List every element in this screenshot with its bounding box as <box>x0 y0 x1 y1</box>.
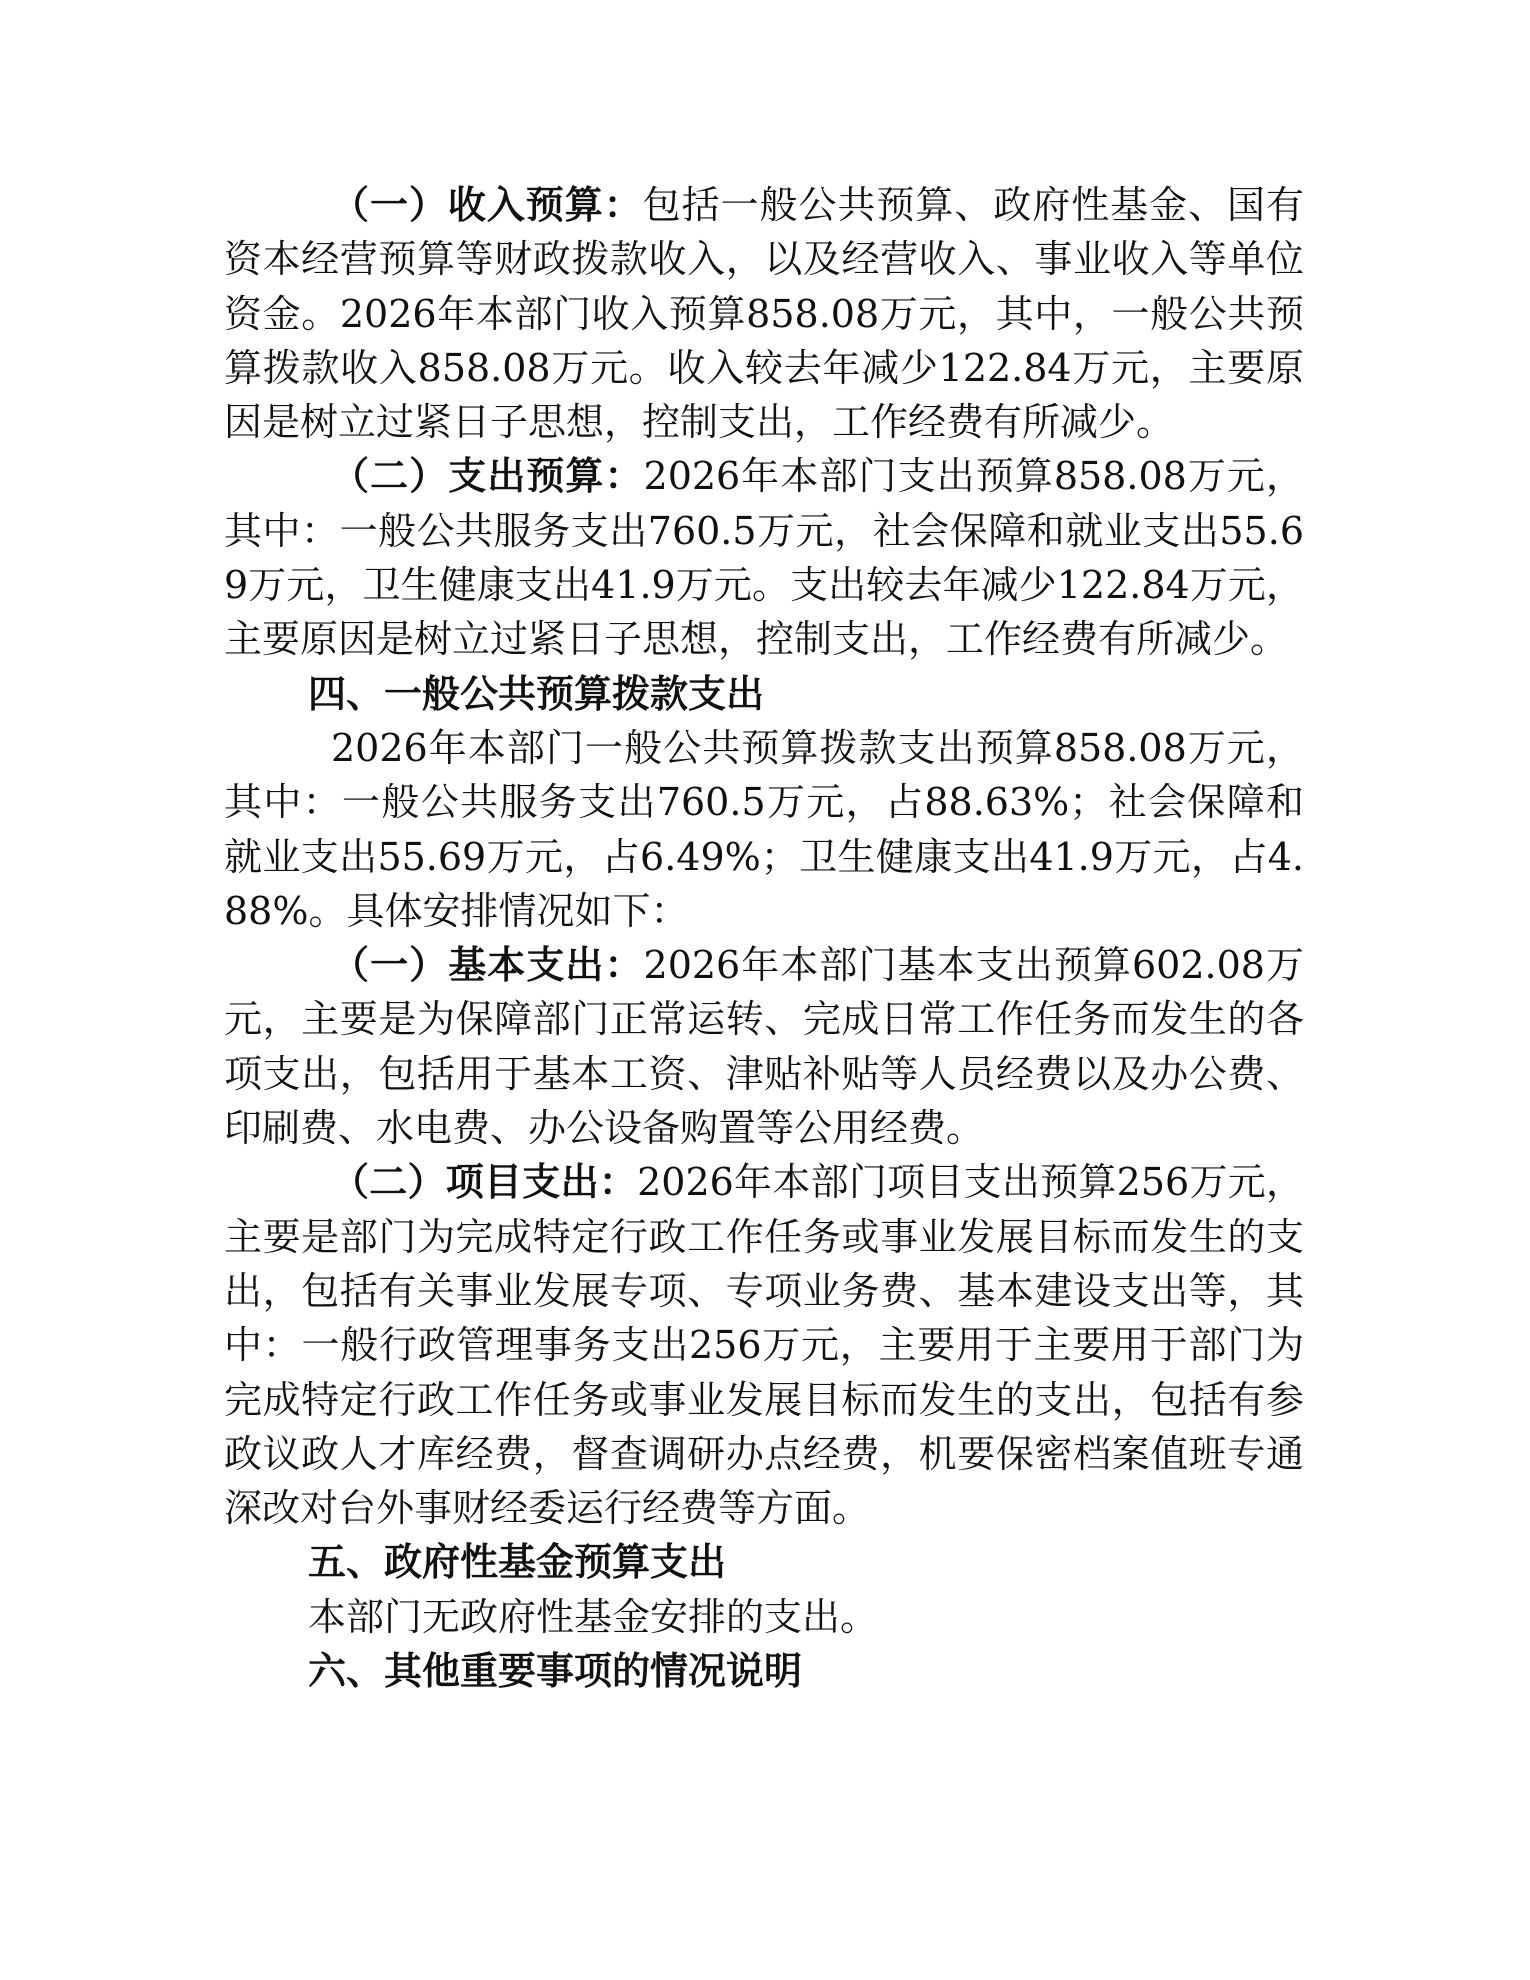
basic-expenditure-text: 2026年本部门基本支出预算602.08万元，主要是为保障部门正常运转、完成日常工作任务而发生的各项支出，包括用于基本工资、津贴补贴等人员经费以及办公费、印刷费、水电费、办公设备购置等公用经费。 <box>224 943 1304 1151</box>
income-budget-paragraph <box>224 178 1304 449</box>
document-body <box>224 178 1304 1698</box>
project-expenditure-label: （二）项目支出： <box>331 1159 638 1205</box>
expenditure-budget-paragraph <box>224 449 1304 666</box>
income-budget-label: （一）收入预算： <box>331 182 643 227</box>
project-expenditure-paragraph <box>224 1155 1304 1535</box>
basic-expenditure-label: （一）基本支出： <box>331 942 644 988</box>
section-5-heading: 五、政府性基金预算支出 <box>308 1539 727 1585</box>
project-expenditure-text: 2026年本部门项目支出预算256万元，主要是部门为完成特定行政工作任务或事业发展目标而发生的支出，包括有关事业发展专项、专项业务费、基本建设支出等，其中：一般行政管理事务支出256万元，主要用于主要用于部门为完成特定行政工作任务或事业发展目标而发生的支出，包括有参政议政人才库经费，督查调研办点经费，机要保密档案值班专通深改对台外事财经委运行经费等方面。 <box>224 1160 1304 1531</box>
expenditure-budget-label: （二）支出预算： <box>331 453 644 499</box>
basic-expenditure-paragraph <box>224 938 1304 1155</box>
section-4-intro: 2026年本部门一般公共预算拨款支出预算858.08万元，其中：一般公共服务支出760.5万元，占88.63%；社会保障和就业支出55.69万元，占6.49%；卫生健康支出41.9万元，占4.88%。具体安排情况如下： <box>224 725 1304 933</box>
expenditure-budget-text: 2026年本部门支出预算858.08万元，其中：一般公共服务支出760.5万元，社会保障和就业支出55.69万元，卫生健康支出41.9万元。支出较去年减少122.84万元，主要原因是树立过紧日子思想，控制支出，工作经费有所减少。 <box>224 454 1304 662</box>
section-6-heading: 六、其他重要事项的情况说明 <box>308 1648 803 1694</box>
section-5-text: 本部门无政府性基金安排的支出。 <box>308 1594 879 1639</box>
section-4-heading: 四、一般公共预算拨款支出 <box>308 670 765 716</box>
income-budget-text: 包括一般公共预算、政府性基金、国有资本经营预算等财政拨款收入，以及经营收入、事业收入等单位资金。2026年本部门收入预算858.08万元，其中，一般公共预算拨款收入858.08万元。收入较去年减少122.84万元，主要原因是树立过紧日子思想，控制支出，工作经费有所减少。 <box>224 183 1304 445</box>
